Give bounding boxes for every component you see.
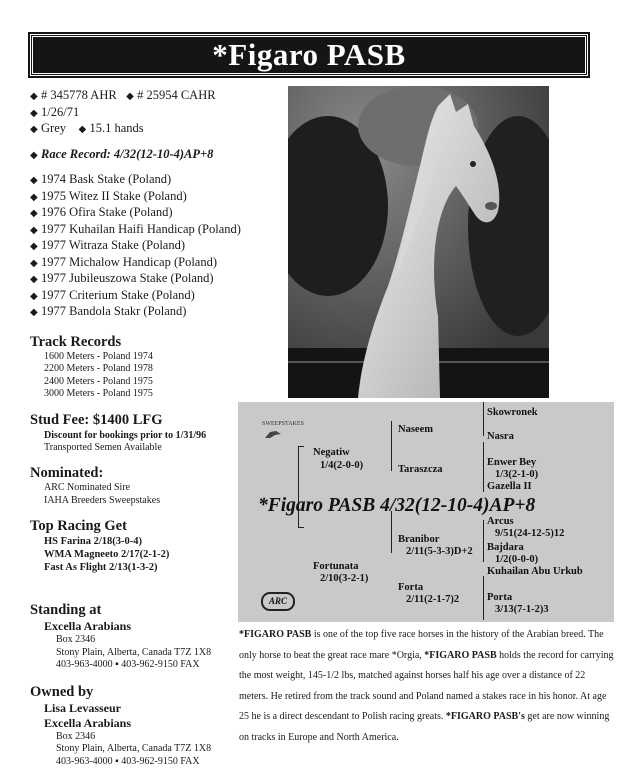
list-item: 2200 Meters - Poland 1978 bbox=[44, 363, 280, 376]
standing-address: Stony Plain, Alberta, Canada T7Z 1X8 bbox=[56, 647, 240, 660]
dam-sire-record: 2/11(5-3-3)D+2 bbox=[406, 546, 473, 558]
ahr-number: # 345778 AHR bbox=[41, 88, 117, 102]
dss-name: Arcus bbox=[487, 516, 514, 528]
diamond-icon: ◆ bbox=[30, 206, 41, 222]
diamond-icon: ◆ bbox=[30, 256, 41, 272]
ssd-name: Nasra bbox=[487, 431, 514, 443]
page-title: *Figaro PASB bbox=[212, 37, 405, 73]
title-banner bbox=[30, 34, 588, 76]
sire-dam-name: Taraszcza bbox=[398, 464, 443, 476]
stud-semen: Transported Semen Available bbox=[44, 442, 280, 455]
description bbox=[239, 625, 614, 748]
diamond-icon: ◆ bbox=[30, 190, 41, 206]
pedigree-chart bbox=[238, 402, 614, 622]
standing-heading: Standing at bbox=[30, 601, 240, 619]
list-item: 3000 Meters - Poland 1975 bbox=[44, 388, 280, 401]
list-item: 1977 Criterium Stake (Poland) bbox=[41, 288, 195, 302]
standing-phone: 403-963-4000 ▪ 403-962-9150 FAX bbox=[56, 659, 240, 672]
sire-name: Negatiw bbox=[313, 447, 350, 459]
contact-info bbox=[30, 601, 240, 768]
top-racing-heading: Top Racing Get bbox=[30, 517, 280, 535]
owner-box: Box 2346 bbox=[56, 731, 240, 744]
owner-address: Stony Plain, Alberta, Canada T7Z 1X8 bbox=[56, 743, 240, 756]
dam-record: 2/10(3-2-1) bbox=[320, 573, 368, 585]
standing-farm: Excella Arabians bbox=[44, 619, 240, 634]
dam-name: Fortunata bbox=[313, 561, 359, 573]
horse-logo-icon bbox=[264, 426, 282, 436]
dam-dam-name: Forta bbox=[398, 582, 423, 594]
diamond-icon: ◆ bbox=[30, 148, 41, 164]
sire-record: 1/4(2-0-0) bbox=[320, 460, 363, 472]
dss-record: 9/51(24-12-5)12 bbox=[495, 528, 564, 540]
dsd-record: 1/2(0-0-0) bbox=[495, 554, 538, 566]
diamond-icon: ◆ bbox=[30, 305, 41, 321]
dds-name: Kuhailan Abu Urkub bbox=[487, 566, 583, 578]
list-item: 1977 Kuhailan Haifi Handicap (Poland) bbox=[41, 222, 241, 236]
list-item: Fast As Flight 2/13(1-3-2) bbox=[44, 561, 280, 574]
cahr-number: # 25954 CAHR bbox=[137, 88, 215, 102]
list-item: 1974 Bask Stake (Poland) bbox=[41, 172, 171, 186]
dam-sire-name: Branibor bbox=[398, 534, 439, 546]
list-item: 2400 Meters - Poland 1975 bbox=[44, 376, 280, 389]
diamond-icon: ◆ bbox=[30, 239, 41, 255]
sss-name: Skowronek bbox=[487, 407, 538, 419]
pedigree-main-title: *Figaro PASB 4/32(12-10-4)AP+8 bbox=[258, 495, 535, 517]
track-records-heading: Track Records bbox=[30, 333, 280, 351]
stud-discount: Discount for bookings prior to 1/31/96 bbox=[44, 429, 280, 442]
list-item: 1975 Witez II Stake (Poland) bbox=[41, 189, 187, 203]
diamond-icon: ◆ bbox=[30, 122, 41, 138]
diamond-icon: ◆ bbox=[126, 89, 137, 105]
race-record: Race Record: 4/32(12-10-4)AP+8 bbox=[41, 147, 213, 161]
birth-date: 1/26/71 bbox=[41, 105, 79, 119]
diamond-icon: ◆ bbox=[30, 289, 41, 305]
list-item: WMA Magneeto 2/17(2-1-2) bbox=[44, 548, 280, 561]
diamond-icon: ◆ bbox=[30, 272, 41, 288]
owner-phone: 403-963-4000 ▪ 403-962-9150 FAX bbox=[56, 756, 240, 768]
coat-color: Grey bbox=[41, 121, 66, 135]
list-item: 1977 Michalow Handicap (Poland) bbox=[41, 255, 217, 269]
list-item: ARC Nominated Sire bbox=[44, 482, 280, 495]
owned-heading: Owned by bbox=[30, 683, 240, 701]
ddd-name: Porta bbox=[487, 592, 512, 604]
sds-record: 1/3(2-1-0) bbox=[495, 469, 538, 481]
standing-box: Box 2346 bbox=[56, 634, 240, 647]
list-item: 1977 Witraza Stake (Poland) bbox=[41, 238, 185, 252]
dam-dam-record: 2/11(2-1-7)2 bbox=[406, 594, 459, 606]
owner-farm: Excella Arabians bbox=[44, 716, 240, 731]
diamond-icon: ◆ bbox=[30, 106, 41, 122]
diamond-icon: ◆ bbox=[30, 223, 41, 239]
height: 15.1 hands bbox=[90, 121, 144, 135]
owner-name: Lisa Levasseur bbox=[44, 701, 240, 716]
description-text: *FIGARO PASB is one of the top five race horses in the history of the Arabian breed. The only horse to beat the great race mare *Orgia, *FIGARO PASB holds the record for carrying the most weight, 145-1/2 lbs, matched against horses half his age over a distance of 22 meters. He retired from the track sound and Poland named a stakes race in his honor. At age 25 he is a direct descendant to Polish racing greats. *FIGARO PASB's get are now winning on tracks in Europe and North America. bbox=[239, 625, 614, 748]
list-item: HS Farina 2/18(3-0-4) bbox=[44, 535, 280, 548]
diamond-icon: ◆ bbox=[79, 122, 90, 138]
stud-fee-heading: Stud Fee: $1400 LFG bbox=[30, 411, 280, 429]
horse-photo bbox=[288, 86, 549, 398]
arc-logo: ARC bbox=[261, 592, 295, 611]
diamond-icon: ◆ bbox=[30, 173, 41, 189]
nominated-heading: Nominated: bbox=[30, 464, 280, 482]
sds-name: Enwer Bey bbox=[487, 457, 536, 469]
ddd-record: 3/13(7-1-2)3 bbox=[495, 604, 549, 616]
list-item: 1977 Bandola Stakr (Poland) bbox=[41, 304, 186, 318]
sweepstakes-seal: SWEEPSTAKES bbox=[262, 418, 304, 430]
list-item: 1976 Ofira Stake (Poland) bbox=[41, 205, 173, 219]
diamond-icon: ◆ bbox=[30, 89, 41, 105]
sdd-name: Gazella II bbox=[487, 481, 532, 493]
list-item: IAHA Breeders Sweepstakes bbox=[44, 495, 280, 508]
sire-sire-name: Naseem bbox=[398, 424, 433, 436]
list-item: 1600 Meters - Poland 1974 bbox=[44, 351, 280, 364]
stakes-list bbox=[30, 172, 280, 321]
dsd-name: Bajdara bbox=[487, 542, 524, 554]
list-item: 1977 Jubileuszowa Stake (Poland) bbox=[41, 271, 214, 285]
